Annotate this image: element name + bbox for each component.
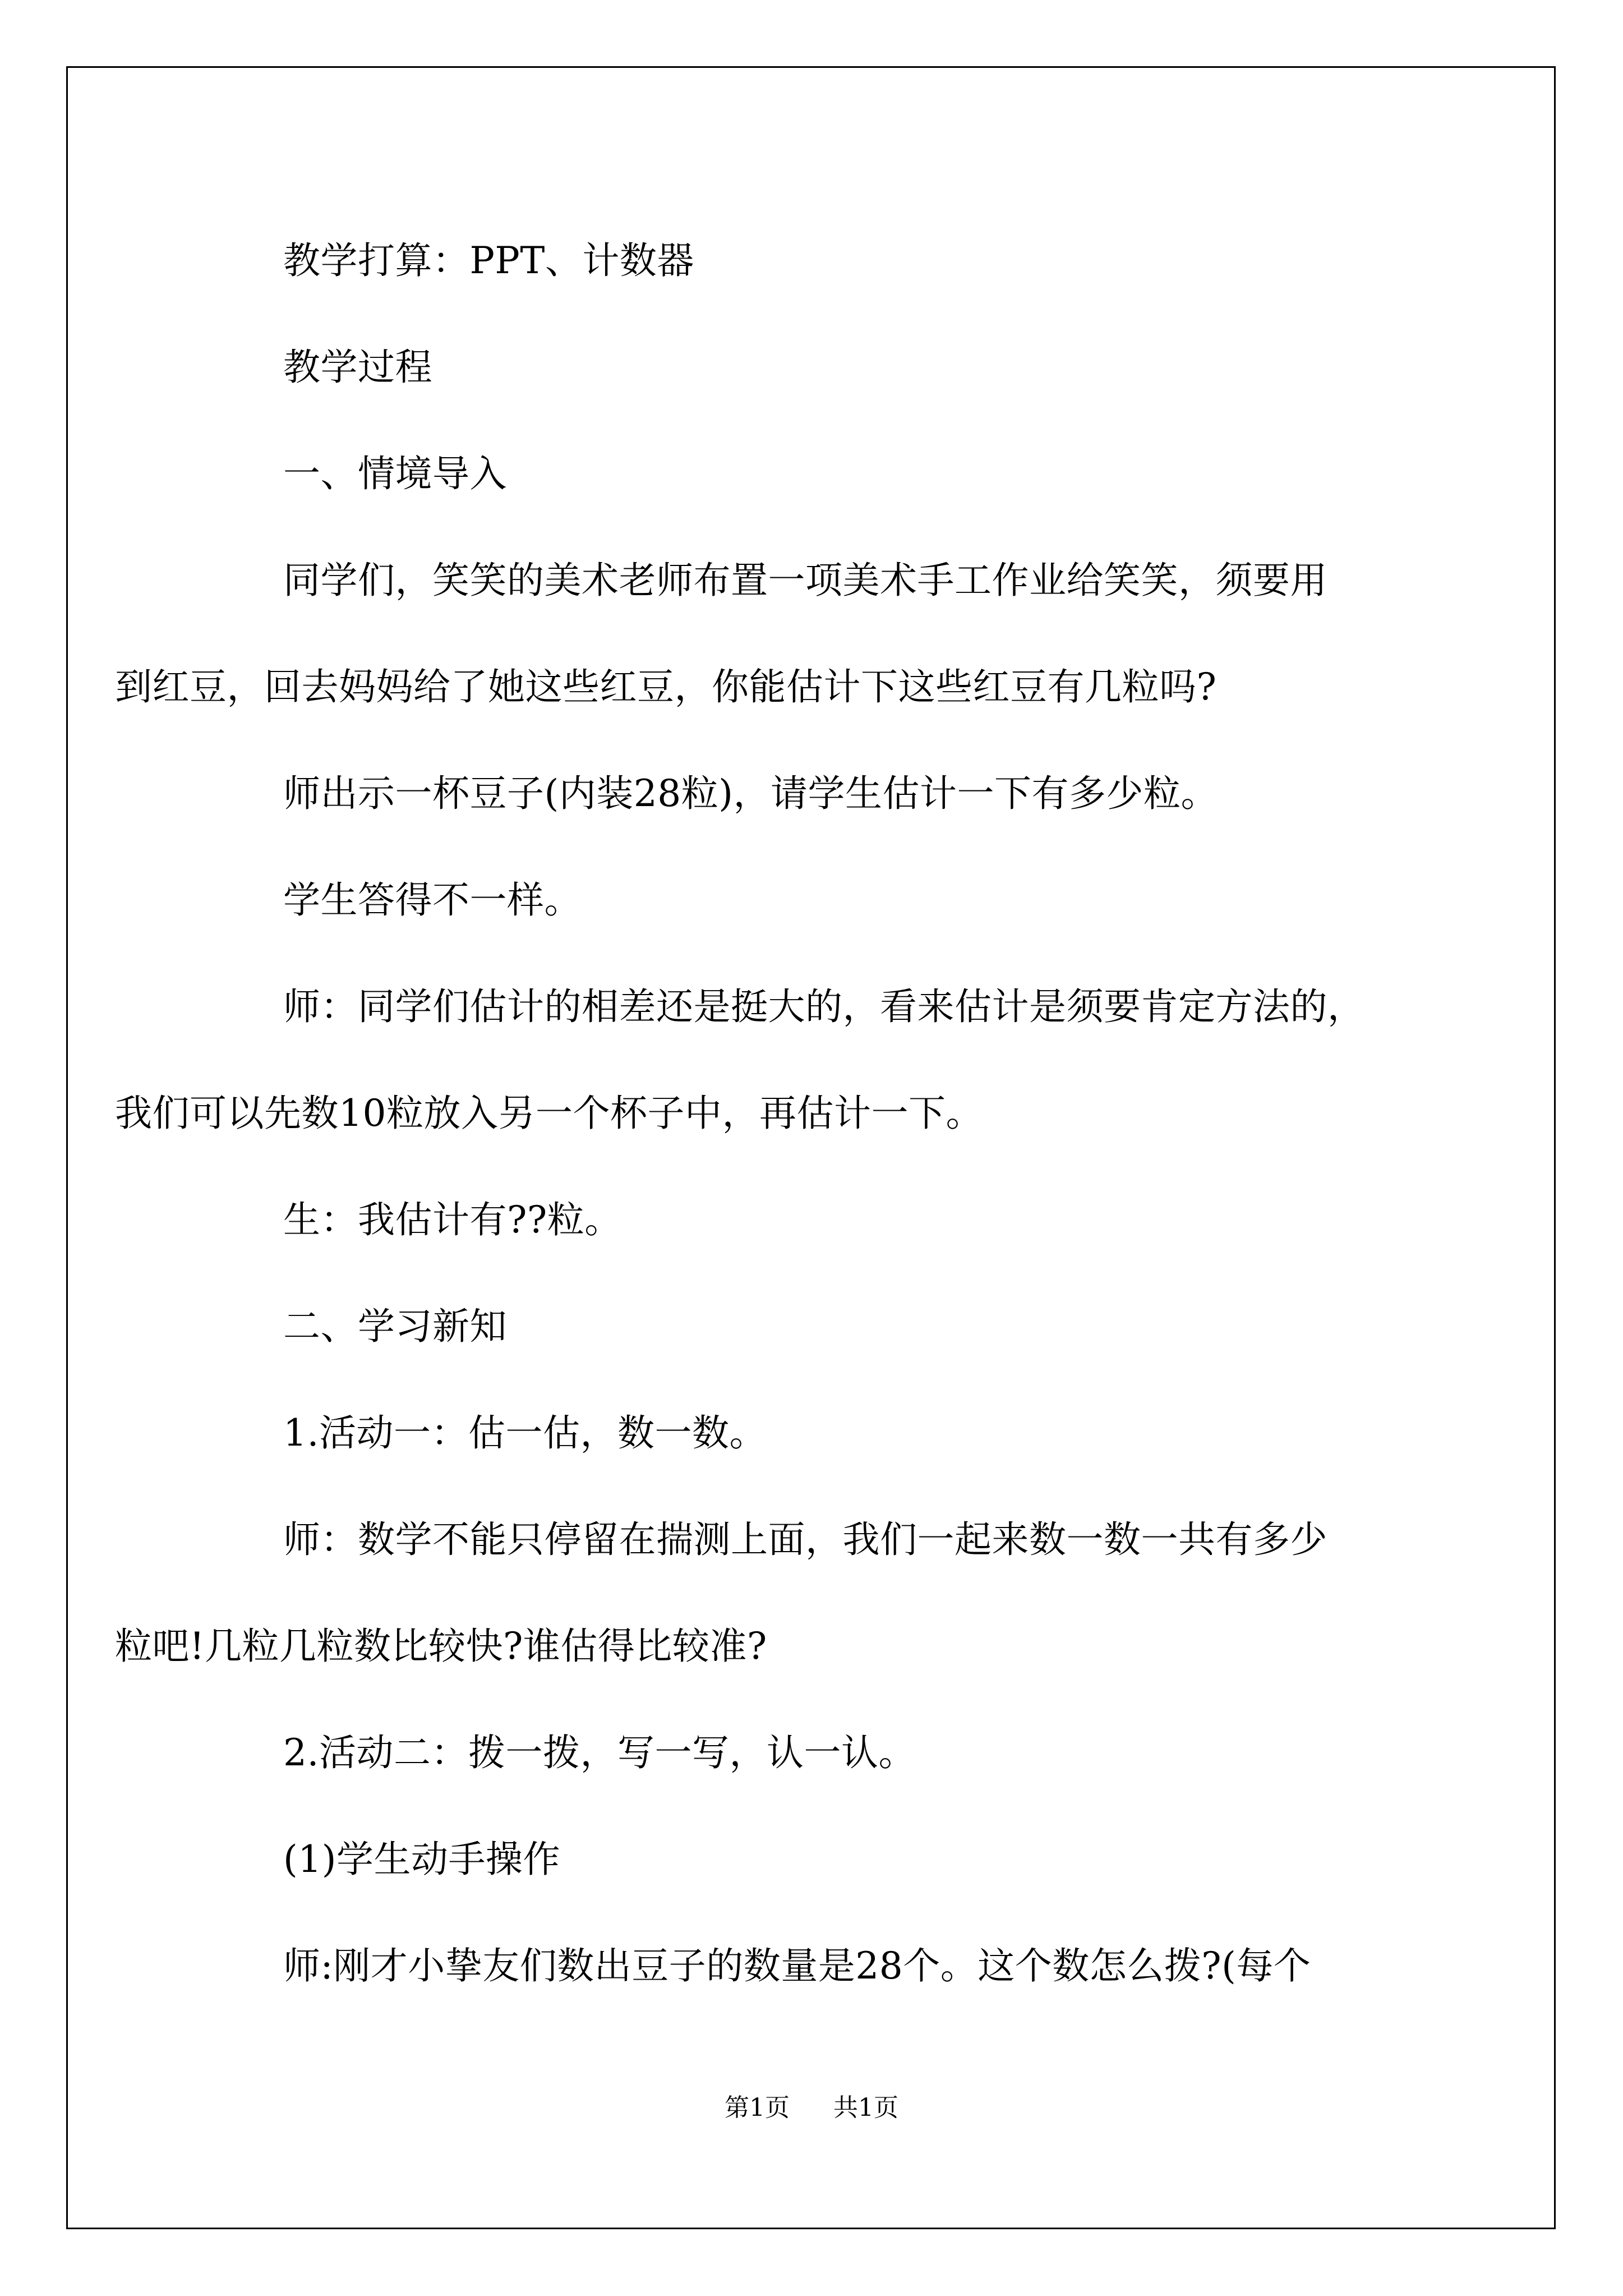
text-line: 学生答得不一样。 [283,878,582,922]
text-line: 2.活动二：拨一拨，写一写，认一认。 [283,1731,916,1774]
text-line: 师：数学不能只停留在揣测上面，我们一起来数一数一共有多少 [283,1518,1327,1561]
text-line: 教学打算：PPT、计数器 [283,239,694,282]
paragraph-teacher-abacus [199,1913,1455,2019]
page-number: 第1页 [725,2093,790,2122]
section-heading-intro [199,421,1455,527]
text-line: 1.活动一：估一估，数一数。 [283,1411,767,1455]
text-line: (1)学生动手操作 [283,1838,560,1881]
paragraph-activity-one [199,1380,1455,1487]
paragraph-teacher-count [115,1487,1455,1700]
paragraph-hands-on [199,1806,1455,1913]
text-line: 师：同学们估计的相差还是挺大的，看来估计是须要肯定方法的， [283,985,1365,1028]
text-line: 教学过程 [283,346,432,389]
text-line: 粒吧!几粒几粒数比较快?谁估得比较准? [115,1625,767,1668]
paragraph-student-answers [199,847,1455,954]
text-line: 同学们，笑笑的美术老师布置一项美术手工作业给笑笑，须要用 [283,559,1327,602]
page-footer [0,2091,1623,2125]
text-line: 生：我估计有??粒。 [283,1198,622,1241]
text-line: 师:刚才小挚友们数出豆子的数量是28个。这个数怎么拨?(每个 [283,1944,1311,1987]
section-heading-new-knowledge [199,1273,1455,1380]
paragraph-process-heading [199,314,1455,421]
paragraph-activity-two [199,1700,1455,1806]
text-line: 二、学习新知 [283,1305,507,1348]
text-line: 一、情境导入 [283,452,507,495]
page-total: 共1页 [833,2093,898,2122]
paragraph-student-estimate [199,1167,1455,1273]
text-line: 到红豆，回去妈妈给了她这些红豆，你能估计下这些红豆有几粒吗? [115,665,1217,708]
paragraph-preparation [199,208,1455,314]
text-line: 我们可以先数10粒放入另一个杯子中，再估计一下。 [115,1092,983,1135]
paragraph-show-beans [199,740,1455,847]
paragraph-teacher-method [115,954,1455,1167]
text-line: 师出示一杯豆子(内装28粒)，请学生估计一下有多少粒。 [283,772,1218,815]
document-body [115,208,1455,2019]
paragraph-scenario [115,527,1455,740]
